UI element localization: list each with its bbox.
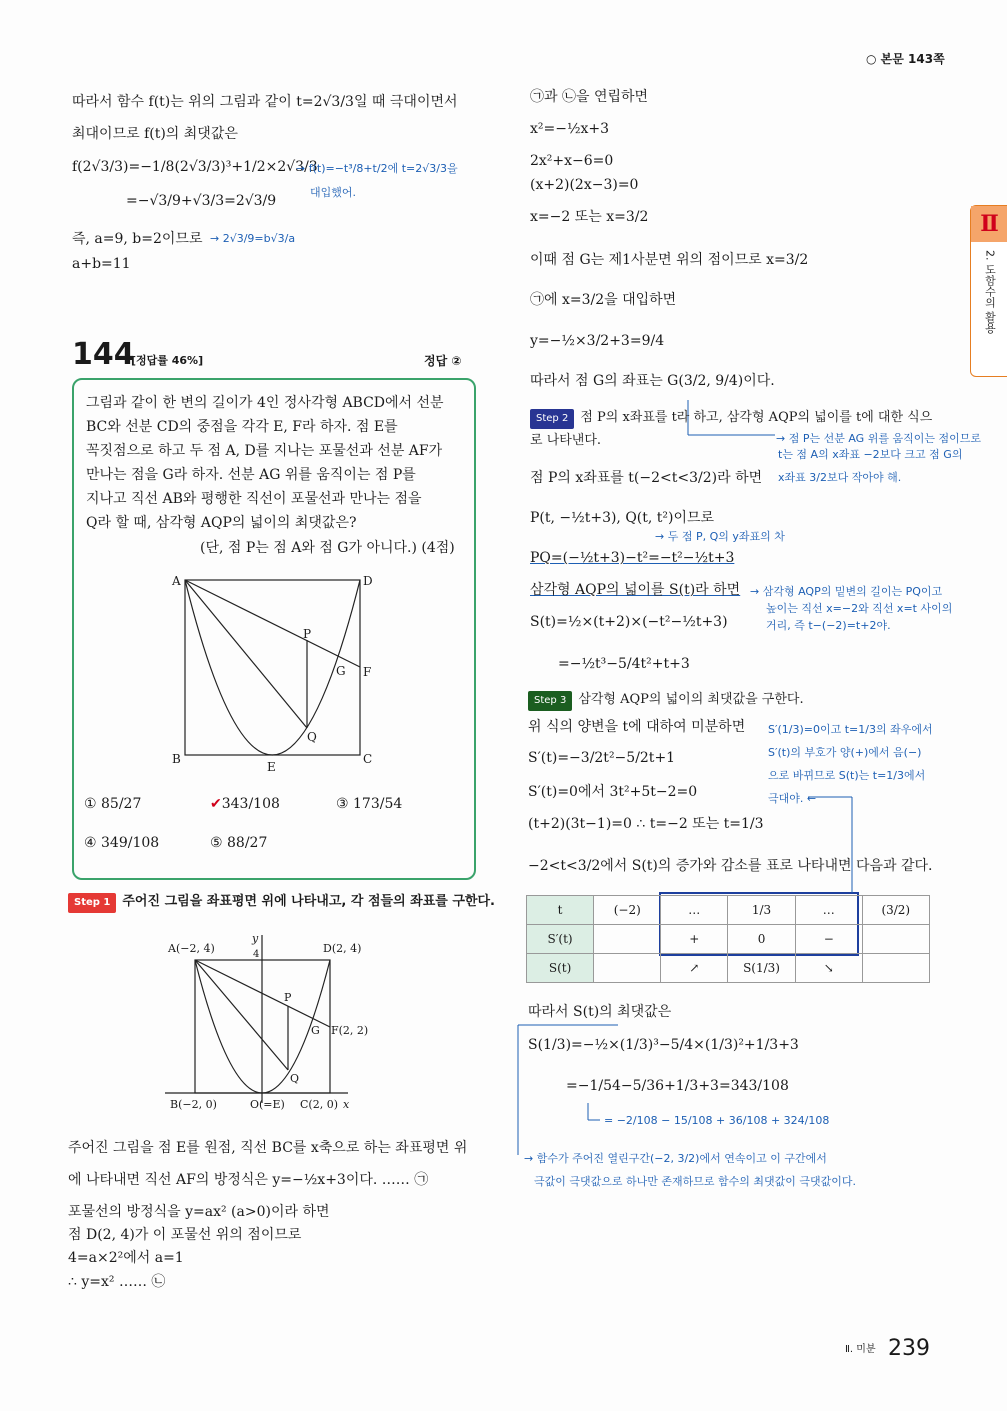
problem-line: 지나고 직선 AB와 평행한 직선이 포물선과 만나는 점을 [86,491,422,507]
note: = −2/108 − 15/108 + 36/108 + 324/108 [604,1114,830,1127]
label-Q: Q [307,730,317,744]
text-line: P(t, −½t+3), Q(t, t²)이므로 [530,510,715,526]
note: → 2√3/9=b√3/a [210,232,296,245]
text-line: 4=a×2²에서 a=1 [68,1250,184,1266]
text-line: 삼각형 AQP의 넓이를 S(t)라 하면 [530,582,741,598]
text-line: S(1/3)=−½×(1/3)³−5/4×(1/3)²+1/3+3 [528,1037,799,1053]
note: 거리, 즉 t−(−2)=t+2야. [766,619,891,632]
text-line: 위 식의 양변을 t에 대하여 미분하면 [528,719,746,735]
label-D: D [363,574,373,588]
table-row [527,954,930,983]
table-cell [862,954,929,983]
label-P: P [303,627,312,641]
table-cell [594,925,661,954]
label: C(2, 0) [300,1098,338,1111]
label: y [252,932,259,945]
text-line: y=−½×3/2+3=9/4 [530,333,665,349]
choice-value: 349/108 [101,835,160,851]
table-row [527,925,930,954]
choice-mark: ④ [84,835,97,851]
choice-value: 343/108 [221,796,280,812]
note: 대입했어. [310,186,357,199]
note: S′(1/3)=0이고 t=1/3의 좌우에서 [768,723,933,736]
text-line: 2x²+x−6=0 [530,153,614,169]
note: → f(t)=−t³/8+t/2에 t=2√3/3을 [296,162,458,175]
step2-heading [530,409,932,429]
table-cell: 1/3 [728,896,796,925]
text-line: f(2√3/3)=−1/8(2√3/3)³+1/2×2√3/3 [72,159,318,175]
text-line: 주어진 그림을 점 E를 원점, 직선 BC를 x축으로 하는 좌표평면 위 [68,1140,468,1156]
table-cell: + [661,925,728,954]
text-line: x=−2 또는 x=3/2 [530,209,649,225]
label-G: G [336,664,346,678]
text-line: S(t)=½×(t+2)×(−t²−½t+3) [530,614,728,630]
label: A(−2, 4) [168,942,215,955]
text-line: 따라서 S(t)의 최댓값은 [528,1004,672,1020]
label-B: B [172,752,181,766]
note: x좌표 3/2보다 작아야 해. [778,471,902,484]
note: 극대야. ← [768,792,817,805]
text-line: (t+2)(3t−1)=0 ∴ t=−2 또는 t=1/3 [528,816,764,832]
step-title: 주어진 그림을 좌표평면 위에 나타내고, 각 점들의 좌표를 구한다. [122,894,495,909]
correct-rate: [정답률 46%] [131,354,204,367]
text-line: =−½t³−5/4t²+t+3 [558,656,690,672]
note: → 두 점 P, Q의 y좌표의 차 [655,530,785,543]
text-line: 따라서 점 G의 좌표는 G(3/2, 9/4)이다. [530,373,775,389]
text-line: ㉠과 ㉡을 연립하면 [530,89,649,105]
table-cell: S′(t) [527,925,594,954]
step-badge: Step 2 [530,409,574,429]
table-cell: t [527,896,594,925]
text-line: 점 P의 x좌표를 t(−2<t<3/2)라 하면 [530,470,763,486]
section-name: 2. 도함수의 활용 [983,250,997,334]
problem-line: 만나는 점을 G라 하자. 선분 AG 위를 움직이는 점 P를 [86,467,416,483]
text-line: =−√3/9+√3/3=2√3/9 [126,193,277,209]
label: B(−2, 0) [170,1098,217,1111]
label: P [284,991,292,1004]
problem-line: (단, 점 P는 점 A와 점 G가 아니다.) (4점) [200,540,455,556]
step-title: 점 P의 x좌표를 t라 하고, 삼각형 AQP의 넓이를 t에 대한 식으 [580,410,933,425]
choice-4[interactable] [84,834,159,852]
text-line: S′(t)=−3/2t²−5/2t+1 [528,750,676,766]
note: → 삼각형 AQP의 밑변의 길이는 PQ이고 [750,585,943,598]
step3-heading [528,691,804,711]
text-line: 점 D(2, 4)가 이 포물선 위의 점이므로 [68,1227,302,1243]
footer-chapter: Ⅱ. 미분 [845,1344,876,1355]
note: 극값이 극댓값으로 하나만 존재하므로 함수의 최댓값이 극댓값이다. [534,1175,857,1188]
chapter-number: Ⅱ [971,206,1007,242]
problem-figure [185,580,360,755]
table-cell: ↗ [661,954,728,983]
problem-line: Q라 할 때, 삼각형 AQP의 넓이의 최댓값은? [86,515,357,531]
variation-table [526,895,930,983]
text-line: S′(t)=0에서 3t²+5t−2=0 [528,784,698,800]
text-line: x²=−½x+3 [530,121,610,137]
text-line: =−1/54−5/36+1/3+3=343/108 [566,1078,789,1094]
table-cell: … [661,896,728,925]
problem-line: 꼭짓점으로 하고 두 점 A, D를 지나는 포물선과 선분 AF가 [86,443,443,459]
label: D(2, 4) [323,942,362,955]
label-A: A [172,574,181,588]
table-cell: 0 [728,925,796,954]
text-line: 에 나타내면 직선 AF의 방정식은 y=−½x+3이다. …… ㉠ [68,1172,429,1188]
table-cell: S(t) [527,954,594,983]
table-cell: − [795,925,862,954]
table-cell [594,954,661,983]
text-line: PQ=(−½t+3)−t²=−t²−½t+3 [530,550,735,566]
step-title-cont: 로 나타낸다. [530,433,602,448]
text-line: ㉠에 x=3/2을 대입하면 [530,292,677,308]
text-line: 포물선의 방정식을 y=ax² (a>0)이라 하면 [68,1204,330,1220]
step-badge: Step 1 [68,893,116,913]
text-line: 이때 점 G는 제1사분면 위의 점이므로 x=3/2 [530,252,809,268]
table-cell: ↘ [795,954,862,983]
choice-mark: ③ [336,796,349,812]
label: O(=E) [250,1098,285,1111]
text-line: 즉, a=9, b=2이므로 [72,231,203,247]
table-row [527,896,930,925]
label: F(2, 2) [331,1024,369,1037]
note: 높이는 직선 x=−2와 직선 x=t 사이의 [766,602,953,615]
note: 으로 바뀌므로 S(t)는 t=1/3에서 [768,769,926,782]
table-cell: … [795,896,862,925]
problem-number: 144 [72,337,135,372]
page-number: 239 [888,1336,930,1361]
step-badge: Step 3 [528,691,572,711]
step-title: 삼각형 AQP의 넓이의 최댓값을 구한다. [578,692,804,707]
note: S′(t)의 부호가 양(+)에서 음(−) [768,746,922,759]
problem-line: 그림과 같이 한 변의 길이가 4인 정사각형 ABCD에서 선분 [86,395,444,411]
label-C: C [363,752,373,766]
note: → 점 P는 선분 AG 위를 움직이는 점이므로 [776,432,981,445]
note: → 함수가 주어진 열린구간(−2, 3/2)에서 연속이고 이 구간에서 [524,1152,827,1165]
choice-1[interactable] [84,795,141,813]
label: Q [290,1072,300,1085]
text-line: (x+2)(2x−3)=0 [530,177,639,193]
label: x [343,1098,350,1111]
choice-3[interactable] [336,795,402,813]
check-mark-icon: ✔ [210,796,222,812]
text-line: 따라서 함수 f(t)는 위의 그림과 같이 t=2√3/3일 때 극대이면서 [72,94,458,110]
page-reference: ○ 본문 143쪽 [866,52,945,66]
note: t는 점 A의 x좌표 −2보다 크고 점 G의 [778,448,963,461]
choice-value: 85/27 [101,796,142,812]
choice-mark: ① [84,796,97,812]
choice-value: 88/27 [227,835,268,851]
text-line: ∴ y=x² …… ㉡ [68,1274,166,1290]
table-cell: (3/2) [862,896,929,925]
text-line: −2<t<3/2에서 S(t)의 증가와 감소를 표로 나타내면 다음과 같다. [528,858,933,874]
choice-5[interactable] [210,834,267,852]
choice-mark: ⑤ [210,835,223,851]
text-line: a+b=11 [72,256,131,272]
step1-heading [68,893,495,913]
label: 4 [253,949,260,960]
table-cell [862,925,929,954]
label: G [311,1024,320,1037]
answer-label: 정답 ② [424,354,462,368]
problem-line: BC와 선분 CD의 중점을 각각 E, F라 하자. 점 E를 [86,419,398,435]
label-E: E [267,760,276,774]
choice-value: 173/54 [353,796,403,812]
choice-2[interactable] [210,795,280,813]
table-cell: S(1/3) [728,954,796,983]
label-F: F [363,665,372,679]
table-cell: (−2) [594,896,661,925]
text-line: 최대이므로 f(t)의 최댓값은 [72,126,238,142]
ref-text: 본문 143쪽 [880,52,945,66]
